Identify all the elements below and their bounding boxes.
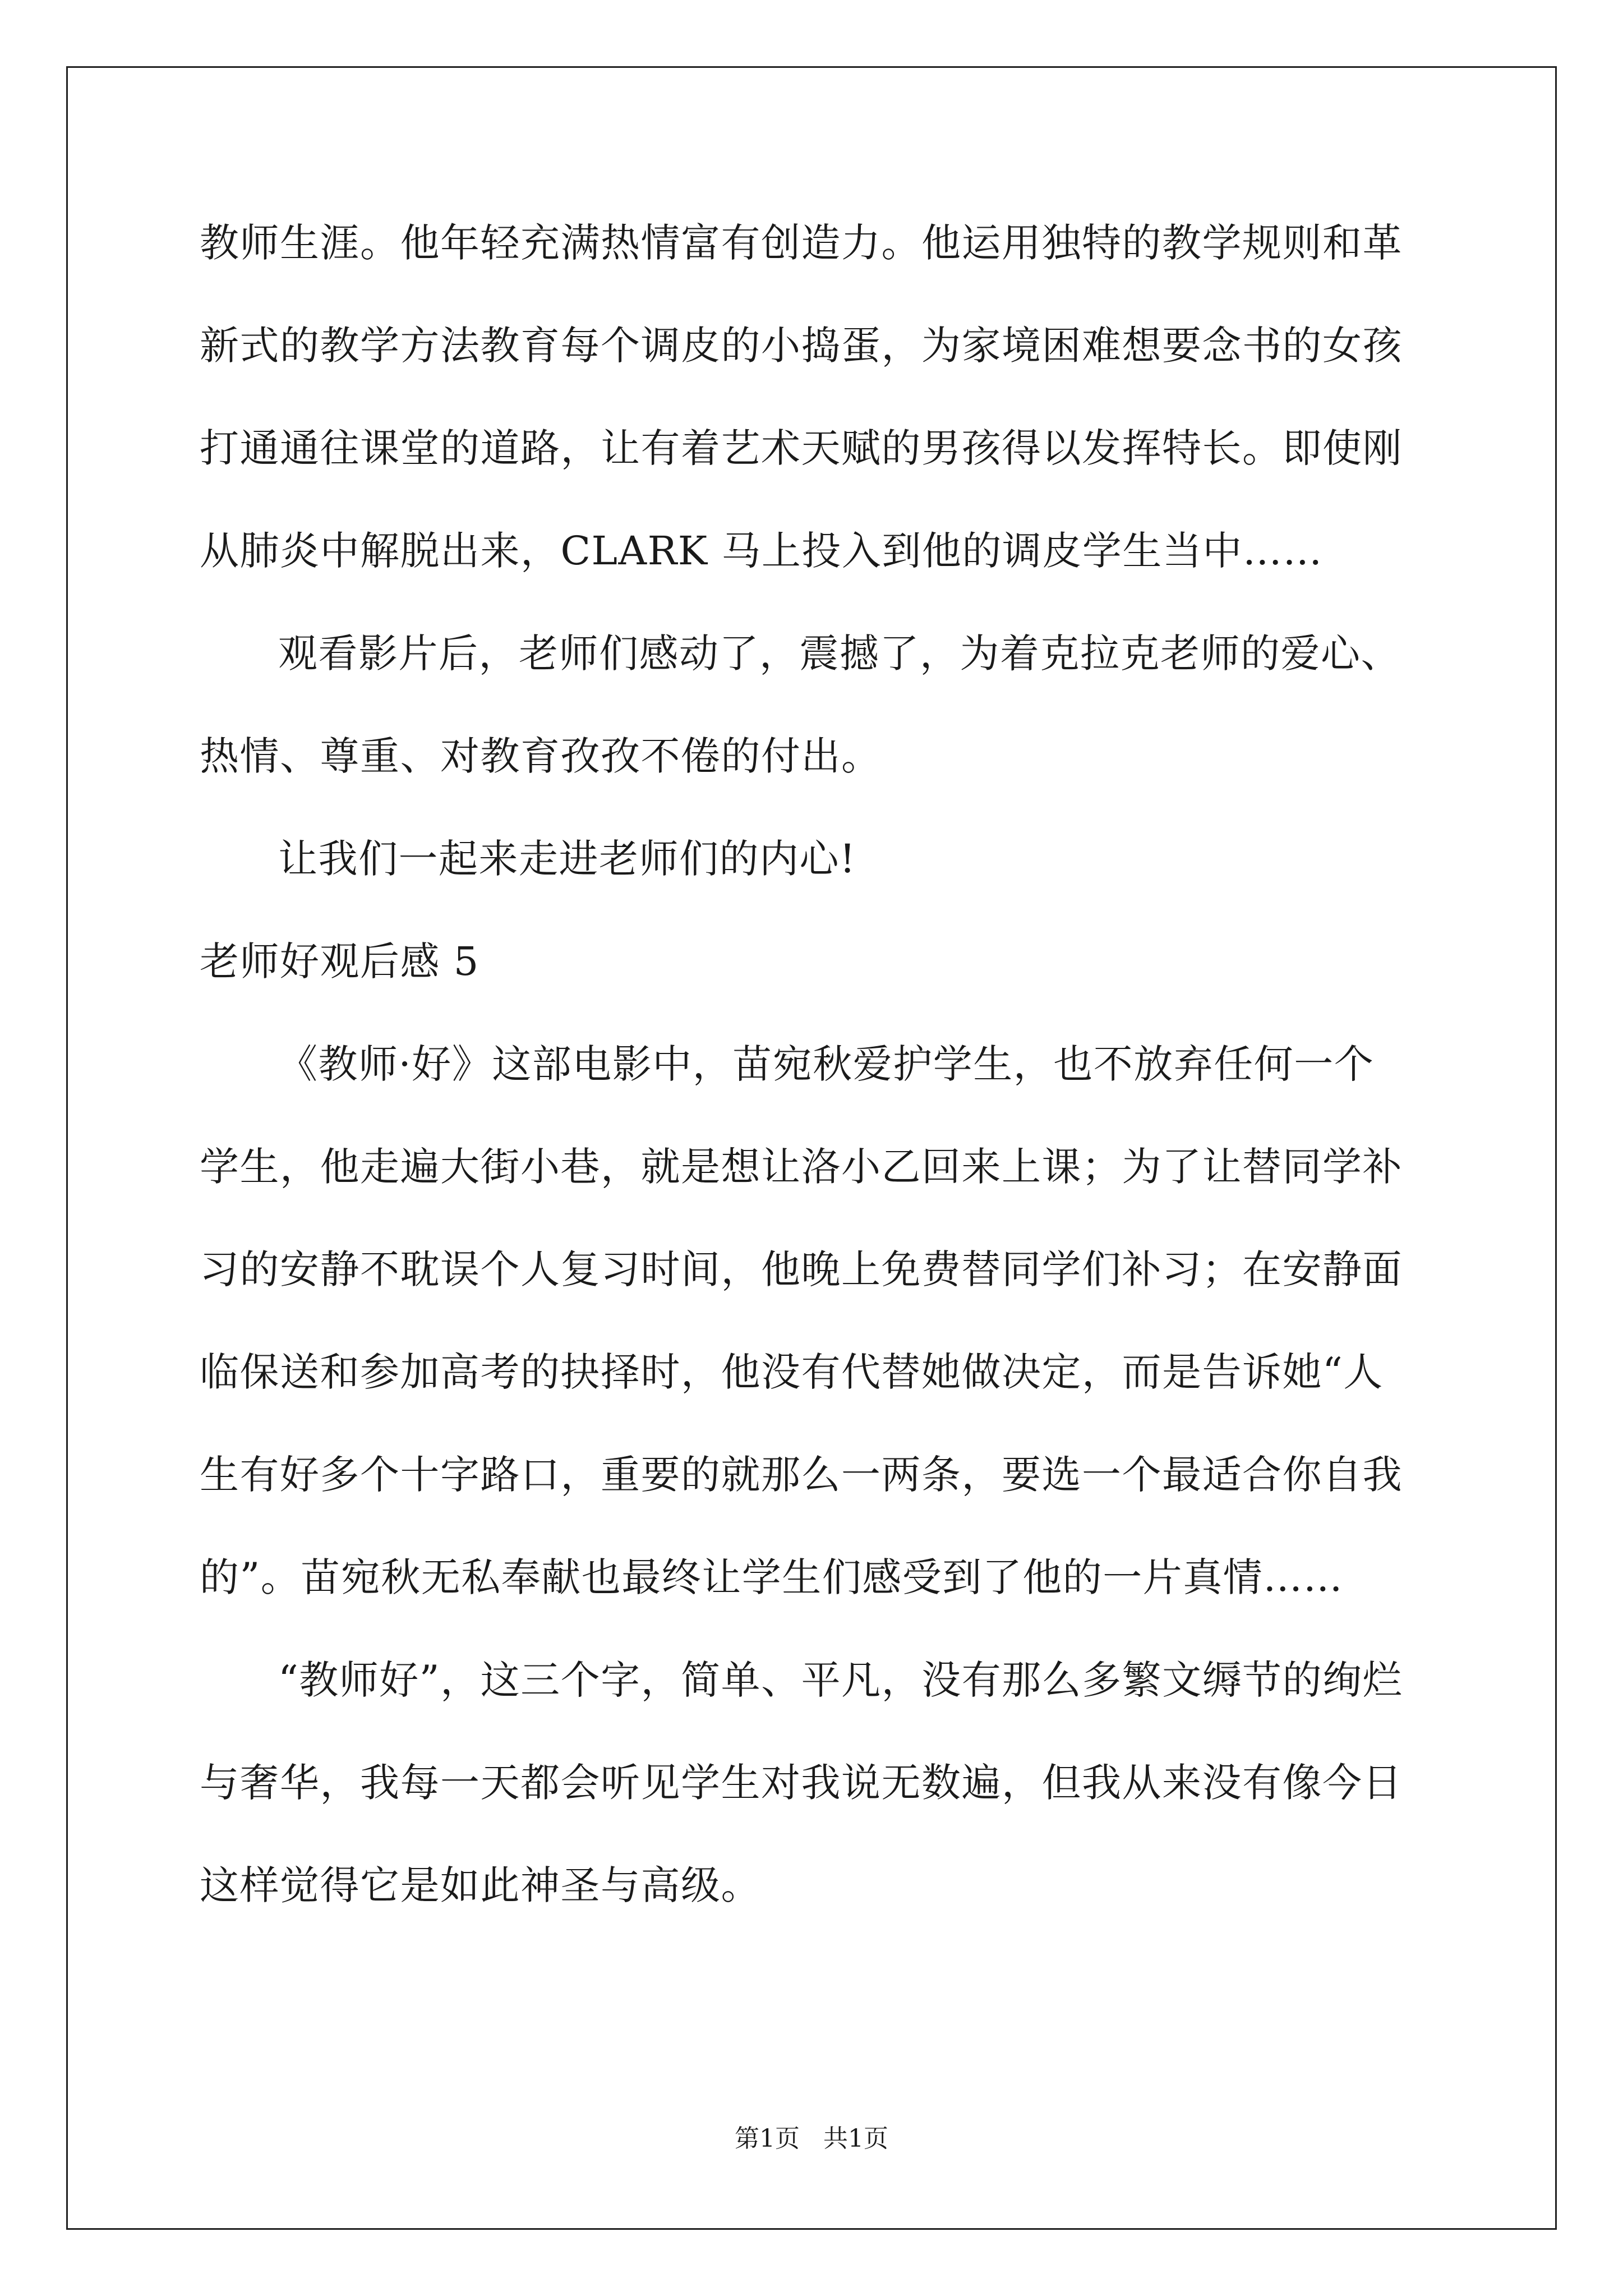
paragraph-start: 观看影片后，老师们感动了，震撼了，为着克拉克老师的爱心、 [278, 631, 1401, 677]
text-line: 习的安静不耽误个人复习时间，他晚上免费替同学们补习；在安静面 [200, 1246, 1403, 1292]
text-line: 临保送和参加高考的抉择时，他没有代替她做决定，而是告诉她“人 [200, 1349, 1384, 1395]
text-line: 从肺炎中解脱出来，CLARK 马上投入到他的调皮学生当中…… [200, 528, 1323, 574]
text-line: 热情、尊重、对教育孜孜不倦的付出。 [200, 733, 882, 779]
text-line: 学生，他走遍大街小巷，就是想让洛小乙回来上课；为了让替同学补 [200, 1144, 1403, 1190]
paragraph-start: “教师好”，这三个字，简单、平凡，没有那么多繁文缛节的绚烂 [278, 1657, 1403, 1703]
section-heading: 老师好观后感 5 [200, 938, 479, 984]
text-line: 新式的教学方法教育每个调皮的小捣蛋，为家境困难想要念书的女孩 [200, 323, 1403, 369]
text-line: 教师生涯。他年轻充满热情富有创造力。他运用独特的教学规则和革 [200, 220, 1403, 266]
text-line: 这样觉得它是如此神圣与高级。 [200, 1862, 761, 1908]
text-line: 打通通往课堂的道路，让有着艺术天赋的男孩得以发挥特长。即使刚 [200, 425, 1403, 471]
page-number: 第1页 共1页 [735, 2124, 888, 2153]
text-line: 生有好多个十字路口，重要的就那么一两条，要选一个最适合你自我 [200, 1452, 1403, 1498]
paragraph-start: 让我们一起来走进老师们的内心! [278, 836, 856, 882]
text-line: 的”。苗宛秋无私奉献也最终让学生们感受到了他的一片真情…… [200, 1554, 1344, 1600]
text-line: 与奢华，我每一天都会听见学生对我说无数遍，但我从来没有像今日 [200, 1760, 1403, 1806]
document-body [200, 216, 1433, 1961]
paragraph-start: 《教师·好》这部电影中，苗宛秋爱护学生，也不放弃任何一个 [278, 1041, 1375, 1087]
